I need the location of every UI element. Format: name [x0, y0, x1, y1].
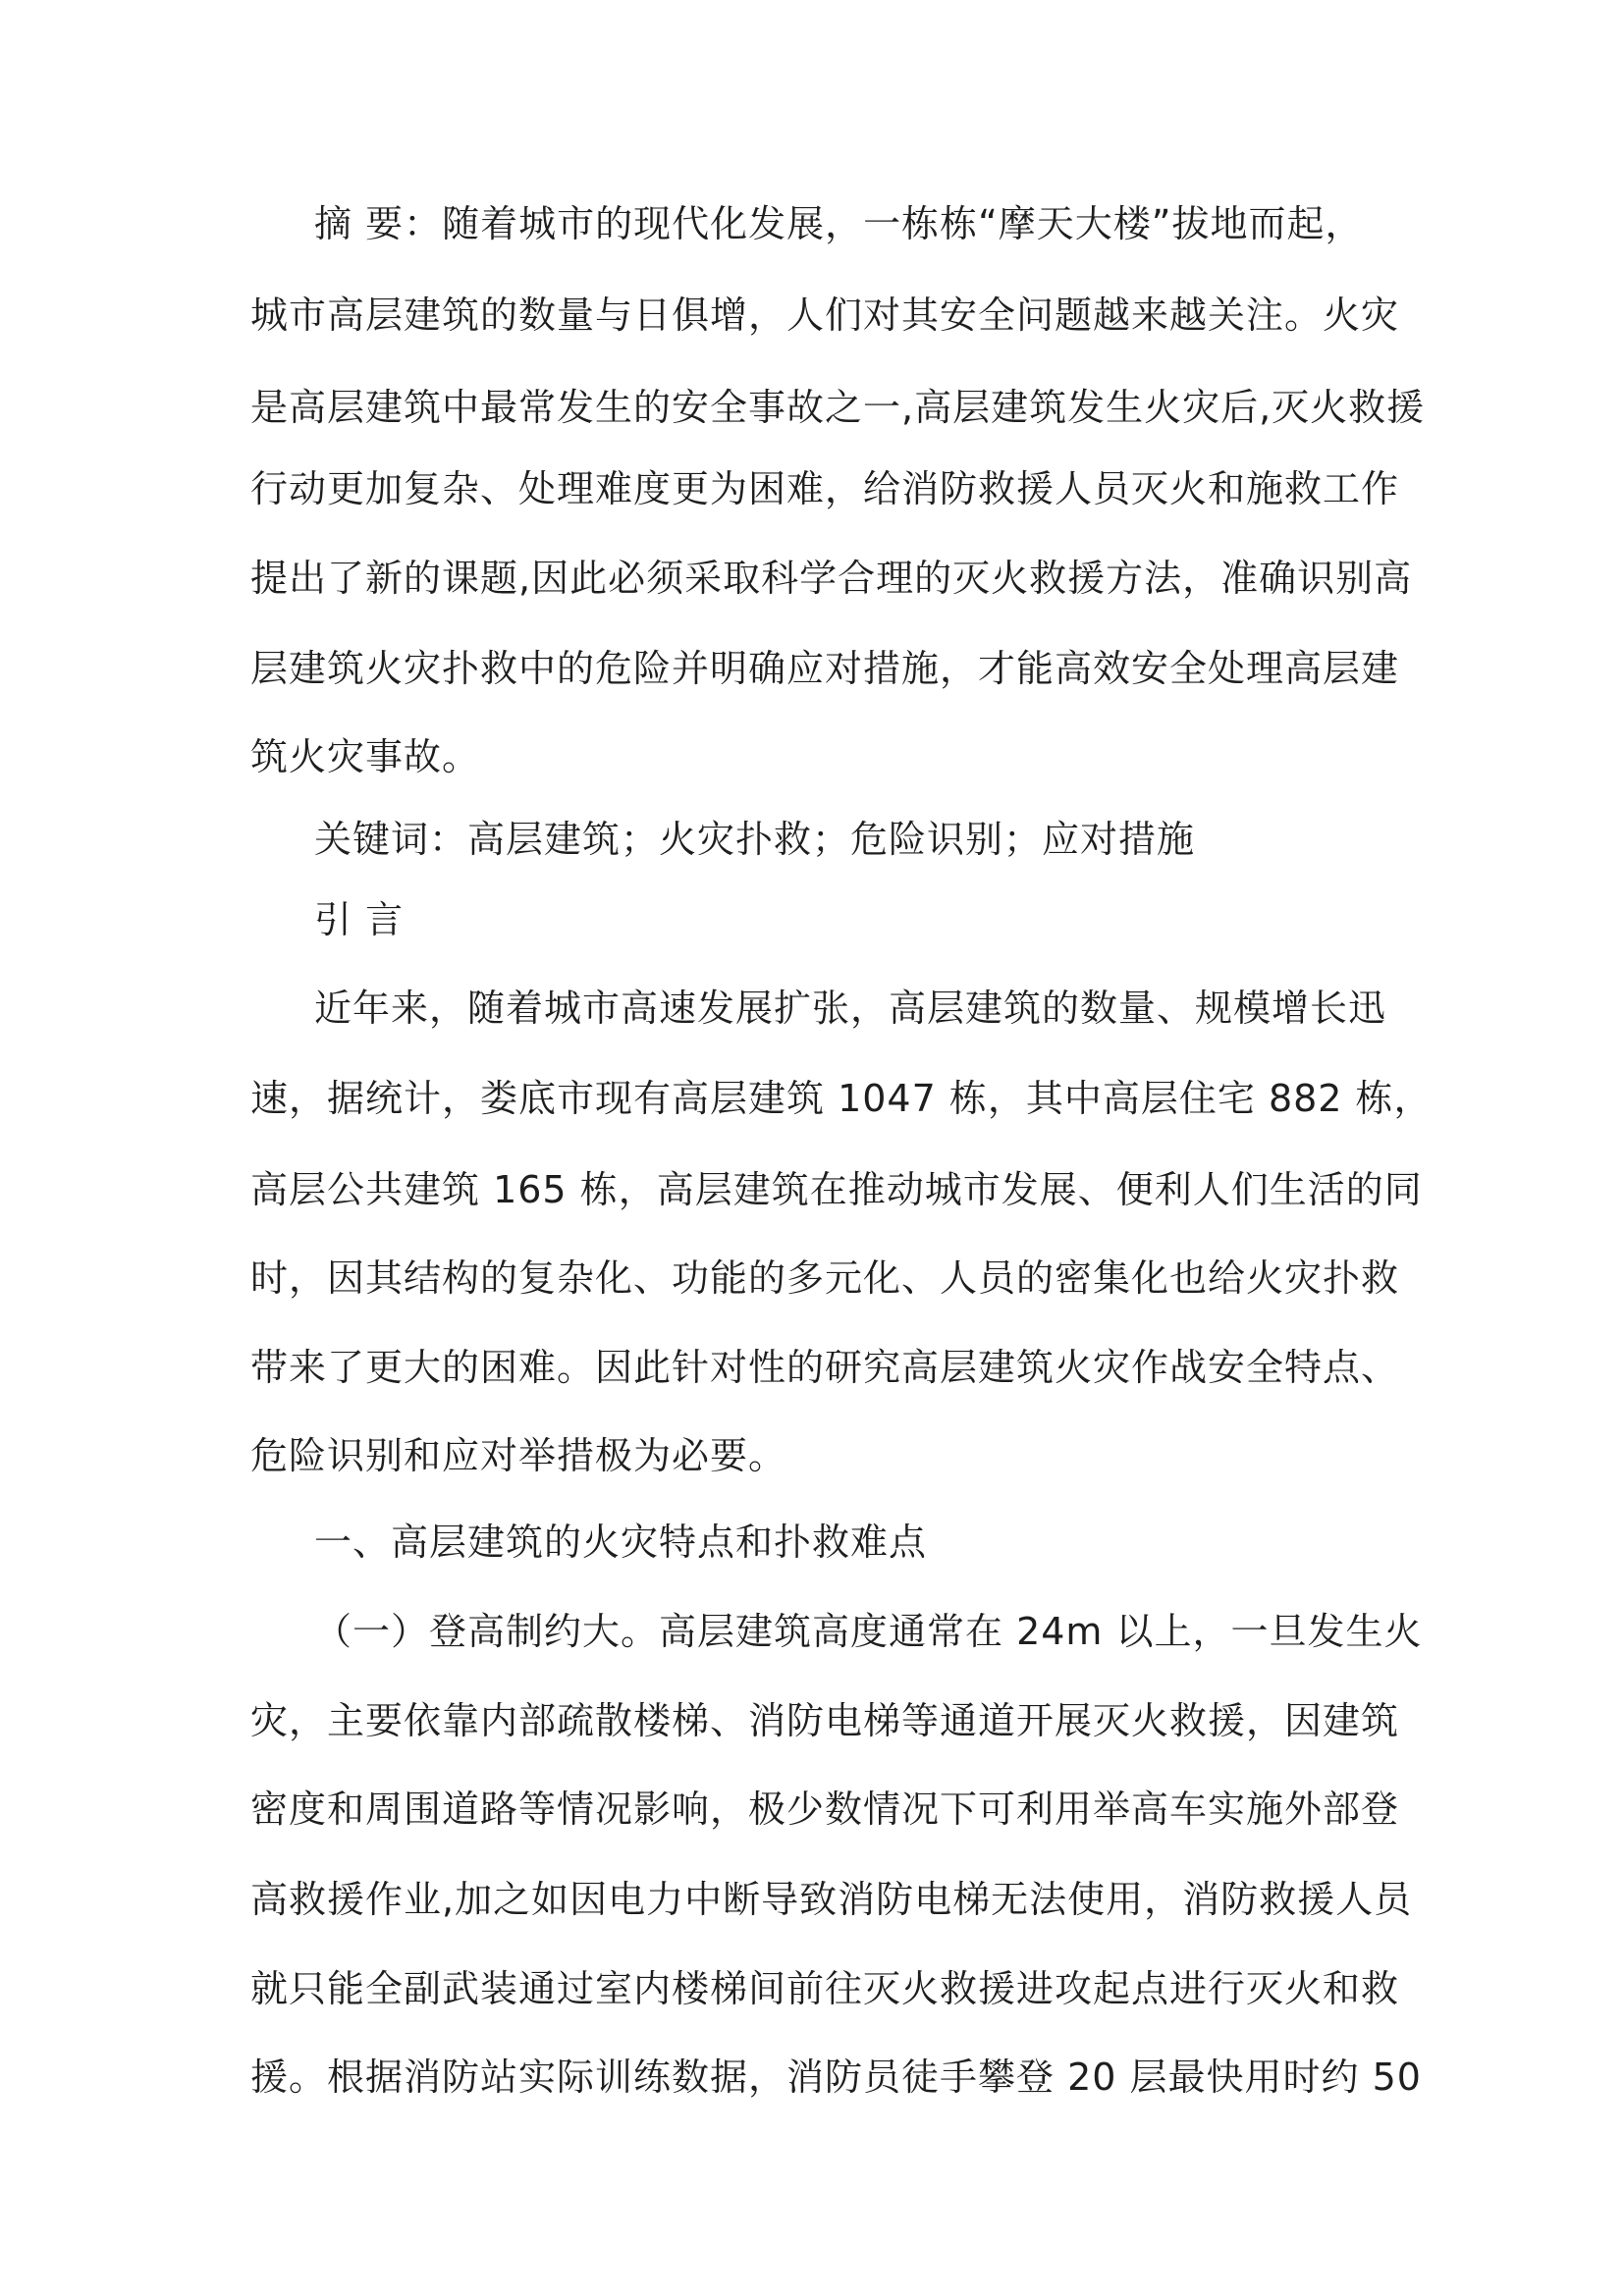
keywords: 关键词：高层建筑；火灾扑救；危险识别；应对措施 [314, 818, 1196, 861]
section-paragraph-line: 高救援作业,加之如因电力中断导致消防电梯无法使用，消防救援人员 [250, 1878, 1413, 1921]
section-paragraph-line: 援。根据消防站实际训练数据，消防员徒手攀登 20 层最快用时约 50 [250, 2056, 1422, 2099]
section-heading: 一、高层建筑的火灾特点和扑救难点 [314, 1521, 928, 1564]
intro-line: 速，据统计，娄底市现有高层建筑 1047 栋，其中高层住宅 882 栋， [250, 1077, 1433, 1120]
intro-line: 带来了更大的困难。因此针对性的研究高层建筑火灾作战安全特点、 [250, 1346, 1400, 1389]
intro-line: 近年来，随着城市高速发展扩张，高层建筑的数量、规模增长迅 [314, 987, 1387, 1030]
abstract-line: 行动更加复杂、处理难度更为困难，给消防救援人员灭火和施救工作 [250, 467, 1400, 510]
abstract-line: 层建筑火灾扑救中的危险并明确应对措施，才能高效安全处理高层建 [250, 647, 1400, 690]
section-paragraph-line: 就只能全副武装通过室内楼梯间前往灭火救援进攻起点进行灭火和救 [250, 1967, 1400, 2010]
intro-line: 时，因其结构的复杂化、功能的多元化、人员的密集化也给火灾扑救 [250, 1256, 1400, 1300]
abstract-line: 城市高层建筑的数量与日俱增，人们对其安全问题越来越关注。火灾 [250, 294, 1400, 337]
intro-heading: 引 言 [314, 898, 405, 941]
abstract-line: 提出了新的课题,因此必须采取科学合理的灭火救援方法，准确识别高 [250, 557, 1413, 600]
abstract-line: 摘 要：随着城市的现代化发展，一栋栋“摩天大楼”拔地而起， [314, 202, 1364, 245]
abstract-line: 是高层建筑中最常发生的安全事故之一,高层建筑发生火灾后,灭火救援 [250, 386, 1426, 429]
section-paragraph-line: 密度和周围道路等情况影响，极少数情况下可利用举高车实施外部登 [250, 1788, 1400, 1831]
section-paragraph-line: （一）登高制约大。高层建筑高度通常在 24m 以上，一旦发生火 [314, 1610, 1423, 1653]
abstract-line: 筑火灾事故。 [250, 735, 481, 778]
intro-line: 危险识别和应对举措极为必要。 [250, 1434, 787, 1477]
section-paragraph-line: 灾，主要依靠内部疏散楼梯、消防电梯等通道开展灭火救援，因建筑 [250, 1699, 1400, 1742]
intro-line: 高层公共建筑 165 栋，高层建筑在推动城市发展、便利人们生活的同 [250, 1168, 1423, 1211]
